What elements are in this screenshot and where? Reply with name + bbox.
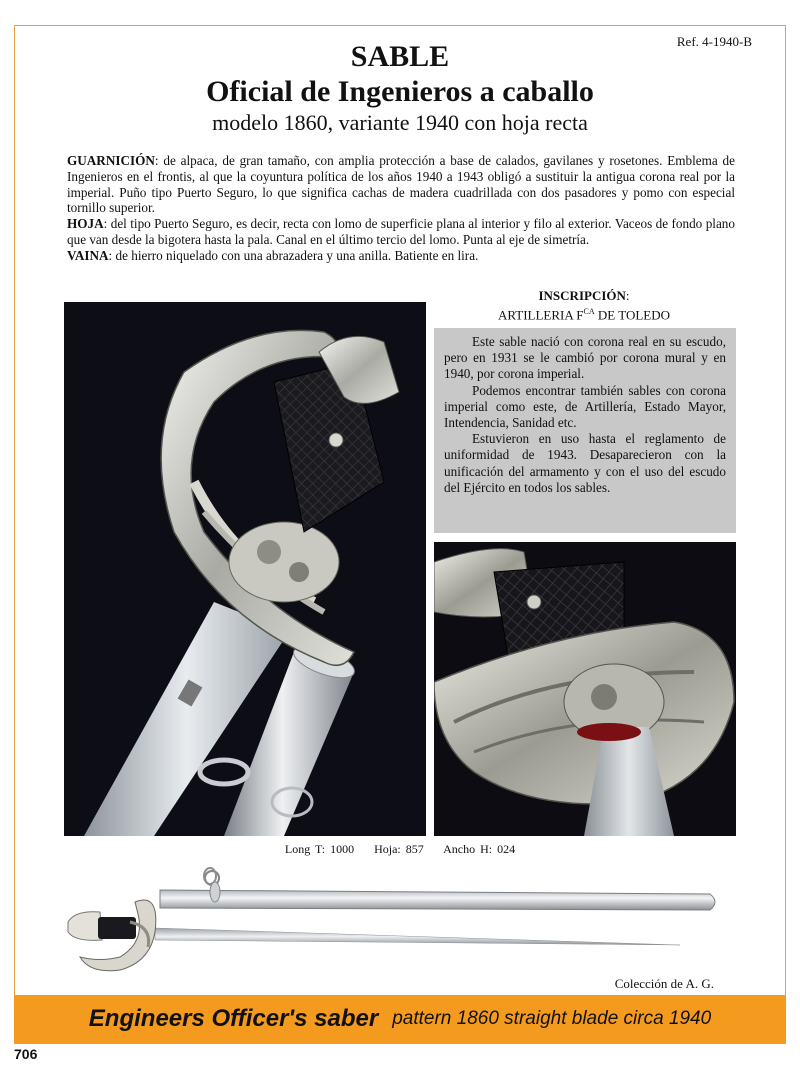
full-saber-photo xyxy=(60,862,740,980)
hilt-photo-large xyxy=(64,302,426,836)
collection-credit: Colección de A. G. xyxy=(614,976,714,991)
inscription-colon: : xyxy=(625,288,630,303)
description-block xyxy=(67,153,735,264)
guard-emblem xyxy=(229,522,339,602)
banner-subtitle: pattern 1860 straight blade circa 1940 xyxy=(392,1008,712,1029)
full-grip xyxy=(98,917,136,939)
note-paragraph-1: Este sable nació con corona real en su escudo, pero en 1931 se le cambió por corona mural y en 1940, por corona imperial. xyxy=(444,334,726,382)
dimensions: Long T: 1000 Hoja: 857 Ancho H: 024 xyxy=(284,842,516,856)
title-line-3: modelo 1860, variante 1940 con hoja recta xyxy=(212,110,588,135)
inscription-text-post: DE TOLEDO xyxy=(594,306,670,322)
hoja-paragraph xyxy=(67,216,735,248)
red-washer xyxy=(577,723,641,741)
inscription-text-pre: ARTILLERIA F xyxy=(497,306,584,322)
guarnicion-paragraph xyxy=(67,153,735,216)
page-number: 706 xyxy=(14,1046,38,1062)
title-line-2: Oficial de Ingenieros a caballo xyxy=(206,75,594,108)
inscription-block xyxy=(434,288,734,322)
full-blade xyxy=(155,928,680,945)
inscription-text xyxy=(434,304,734,323)
reference-number: Ref. 4-1940-B xyxy=(676,34,752,49)
history-note-box xyxy=(434,328,736,533)
banner-main-title: Engineers Officer's saber xyxy=(88,1005,379,1032)
hilt-photo-large-drawing xyxy=(64,302,426,836)
guarnicion-text: : de alpaca, de gran tamaño, con amplia protección a base de calados, gavilanes y rosetones. Emblema de Ingenieros en el frontis, al que la coyuntura política de los años 1940 a 1943 obligó a sustituir la antigua corona real por la imperial. Puño tipo Puerto Seguro, lo que significa cachas de madera cuadrillada con dos pasadores y pomo con especial tornillo superior. xyxy=(67,153,735,216)
hoja-text: : del tipo Puerto Seguro, es decir, recta con lomo de superficie plana al interior y filo al exterior. Vaceos de fondo plano que van desde la bigotera hasta la pala. Canal en el último tercio del lomo. Punta al eje de simetría. xyxy=(67,216,735,247)
english-title-banner xyxy=(14,995,786,1043)
vaina-label: VAINA xyxy=(67,247,109,263)
inscription-label: INSCRIPCIÓN xyxy=(538,288,626,303)
full-pommel xyxy=(68,912,102,941)
guard-detail-drawing xyxy=(434,542,736,836)
full-saber-drawing xyxy=(60,862,740,980)
title-line-1: SABLE xyxy=(350,40,450,73)
guarnicion-label: GUARNICIÓN xyxy=(67,153,155,168)
note-paragraph-2: Podemos encontrar también sables con corona imperial como este, de Artillería, Estado Mayor, Intendencia, Sanidad etc. xyxy=(444,382,726,431)
inscription-text-sup: CA xyxy=(583,306,595,316)
hoja-label: HOJA xyxy=(67,216,104,232)
guard-detail-photo xyxy=(434,542,736,836)
full-scabbard xyxy=(160,890,715,910)
vaina-paragraph xyxy=(67,248,735,264)
vaina-text: : de hierro niquelado con una abrazadera y una anilla. Batiente en lira. xyxy=(108,247,479,263)
note-paragraph-3: Estuvieron en uso hasta el reglamento de uniformidad de 1943. Desaparecieron con la unificación del armamento y con el uso del escudo del Ejército en todos los sables. xyxy=(444,431,726,495)
